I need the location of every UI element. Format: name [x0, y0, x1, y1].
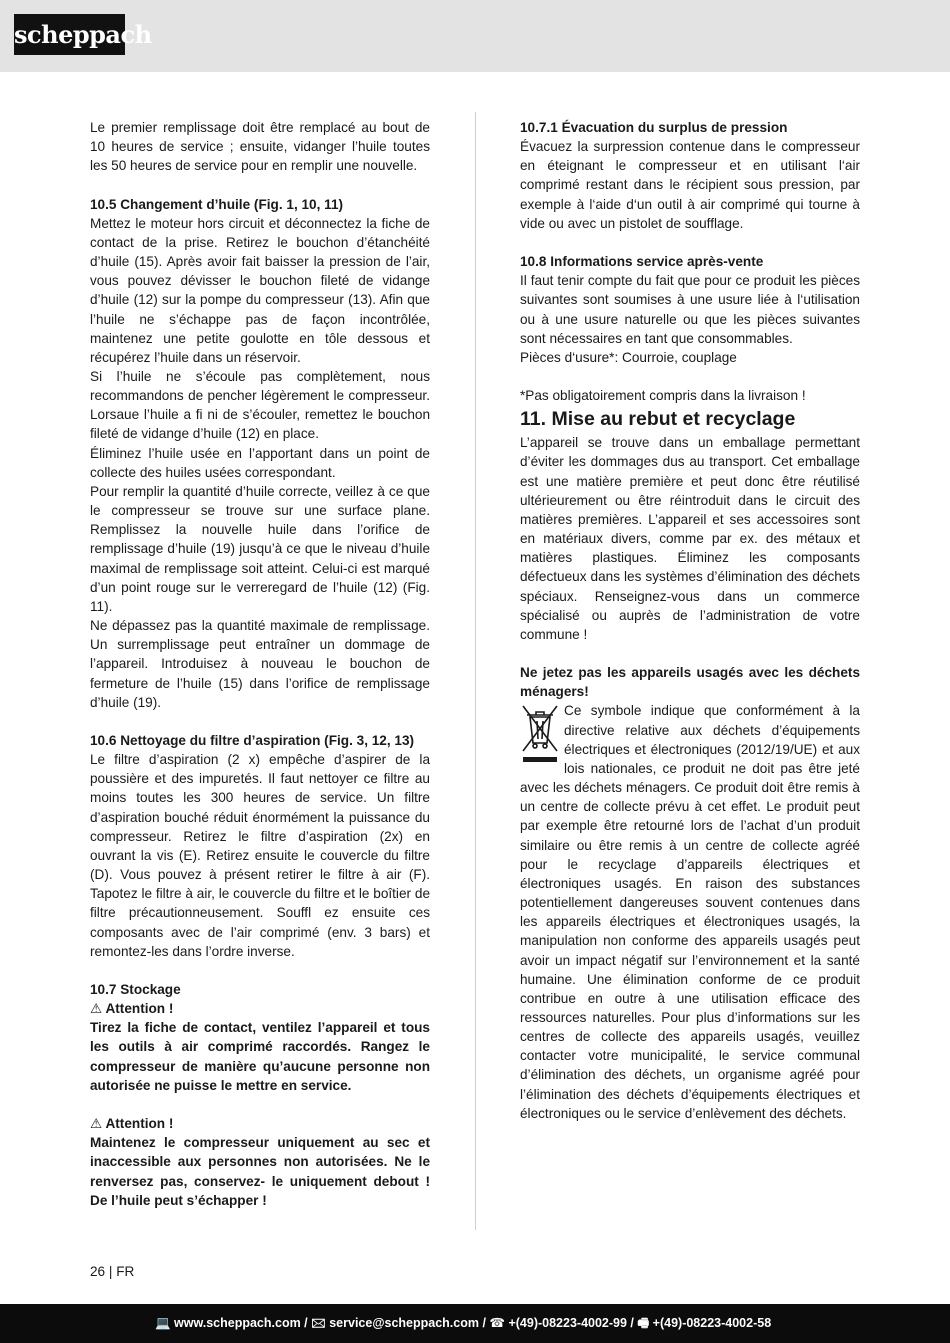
section-10-7-title: 10.7 Stockage	[90, 981, 181, 997]
weee-title: Ne jetez pas les appareils usagés avec les déchets ménagers!	[520, 665, 860, 700]
section-11-title: 11. Mise au rebut et recyclage	[520, 408, 796, 431]
right-column	[520, 118, 860, 1123]
footer-email-link[interactable]: 🖂 service@scheppach.com /	[311, 1316, 486, 1330]
section-10-8-title: 10.8 Informations service après-vente	[520, 254, 764, 270]
crossed-bin-icon	[520, 703, 560, 767]
footer-phone: ☎ +(49)-08223-4002-99 /	[489, 1316, 634, 1330]
attention-label: ⚠ Attention !	[90, 1116, 174, 1132]
section-10-6-paragraph: Le filtre d’aspiration (2 x) empêche d’aspirer de la poussière et des impuretés. Il faut nettoyer ce filtre au moins toutes les 300 heures de service. Un filtre d’aspiration bouché réduit énormément la puissance du compresseur. Retirez le filtre d’aspiration (2x) en ouvrant la vis (E). Retirez ensuite le couvercle du filtre (D). Vous pouvez à présent retirer le filtre à air (F). Tapotez le filtre à air, le couvercle du filtre et le boîtier de filtre précautionneusement. Souffl ez ensuite ces composants avec de l’air comprimé (env. 3 bars) et remontez-les dans l’ordre inverse.	[90, 752, 430, 959]
page-language: FR	[116, 1264, 135, 1279]
section-10-5-paragraph: Éliminez l’huile usée en l’apportant dans un point de collecte des huiles usées correspondant.	[90, 445, 430, 480]
intro-paragraph: Le premier remplissage doit être remplacé au bout de 10 heures de service ; ensuite, vidanger l’huile toutes les 50 heures de service pour en remplir une nouvelle.	[90, 120, 430, 174]
wear-parts-line: Pièces d‘usure*: Courroie, couplage	[520, 349, 737, 365]
weee-paragraph: Ce symbole indique que conformément à la directive relative aux déchets d’équipements électriques et électroniques (2012/19/UE) et aux lois nationales, ce produit ne doit pas être jeté avec les déchets ménagers. Ce produit doit être remis à un centre de collecte prévu à cet effet. Le produit peut par exemple être retourné lors de l’achat d’un produit similaire ou être remis à un centre de collecte agréé pour le recyclage d’appareils électriques et électroniques usagés. En raison des substances potentiellement dangereuses souvent contenues dans les appareils électriques et électroniques usagés, la manipulation non conforme des appareils usagés peut avoir un impact négatif sur l’environnement et la santé humaine. Une élimination conforme de ce produit contribue en outre à une utilisation efficace des ressources naturelles. Pour plus d’informations sur les centres de collecte des appareils usagés, veuillez contacter votre municipalité, le service communal d’élimination des déchets, un organisme agréé pour l’élimination des déchets d’équipements électriques et électroniques ou le service d’enlèvement des déchets.	[520, 703, 860, 1121]
section-10-5-paragraph: Ne dépassez pas la quantité maximale de remplissage. Un surremplissage peut entraîner un dommage de l’appareil. Introduisez à nouveau le bouchon de fermeture de l’huile (15) dans l’orifice de remplissage d’huile (19).	[90, 618, 430, 710]
section-10-5-paragraph: Si l’huile ne s’écoule pas complètement, nous recommandons de pencher légèrement le compresseur. Lorsaue l’huile a fi ni de s’écouler, remettez le bouchon fileté de vidange d’huile (12) en place.	[90, 369, 430, 442]
scheppach-logo: scheppach	[14, 14, 125, 55]
footnote: *Pas obligatoirement compris dans la livraison !	[520, 388, 806, 404]
section-10-8-paragraph: Il faut tenir compte du fait que pour ce produit les pièces suivantes sont soumises à une usure liée à l‘utilisation ou à une usure naturelle ou que les pièces suivantes sont nécessaires en tant que consommables.	[520, 273, 860, 346]
weee-block	[520, 701, 860, 1122]
page-footer	[0, 1304, 950, 1343]
page-header	[0, 0, 950, 72]
footer-website-link[interactable]: 💻 www.scheppach.com /	[155, 1316, 308, 1330]
left-column	[90, 118, 430, 1210]
section-10-7-1-paragraph: Évacuez la surpression contenue dans le compresseur en éteignant le compresseur et en utilisant l‘air comprimé restant dans le récipient sous pression, par exemple à l‘aide d‘un outil à air comprimé qui tourne à vide ou avec un pistolet de soufflage.	[520, 139, 860, 231]
section-10-6-title: 10.6 Nettoyage du filtre d’aspiration (Fig. 3, 12, 13)	[90, 732, 415, 748]
footer-fax: 🖷 +(49)-08223-4002-58	[637, 1316, 772, 1330]
section-10-5-paragraph: Pour remplir la quantité d’huile correcte, veillez à ce que le compresseur se trouve sur une surface plane. Remplissez la nouvelle huile dans l’orifice de remplissage d’huile (19) jusqu’à ce que le niveau d’huile maximal de remplissage soit atteint. Celui-ci est marqué d’un point rouge sur le verreregard de l’huile (12) (Fig. 11).	[90, 483, 430, 614]
page-number	[90, 1264, 134, 1279]
section-10-5-title: 10.5 Changement d’huile (Fig. 1, 10, 11)	[90, 196, 344, 212]
warning-text: Tirez la fiche de contact, ventilez l’appareil et tous les outils à air comprimé raccordés. Rangez le compresseur de manière qu’aucune personne non autorisée ne puisse le mettre en service.	[90, 1020, 430, 1093]
section-11-paragraph: L’appareil se trouve dans un emballage permettant d’éviter les dommages dus au transport. Cet emballage est une matière première et peut donc être réutilisé ultérieurement ou être réintroduit dans le circuit des matières premières. L’appareil et ses accessoires sont en matériaux divers, comme par ex. des métaux et matières plastiques. Éliminez les composants défectueux dans les systèmes d’élimination des déchets spéciaux. Renseignez-vous dans un commerce spécialisé ou auprès de l’administration de votre commune !	[520, 435, 860, 642]
attention-label: ⚠ Attention !	[90, 1001, 174, 1017]
section-10-5-paragraph: Mettez le moteur hors circuit et déconnectez la fiche de contact de la prise. Retirez le bouchon d’étanchéité d’huile (15). Après avoir fait baisser la pression de l’air, vous pouvez dévisser le bouchon fileté de vidange d’huile (12) sur la pompe du compresseur (13). Afin que l’huile ne s’échappe pas de façon incontrôlée, maintenez une petite goulotte en tôle dessous et récupérez l’huile dans un réservoir.	[90, 215, 430, 365]
column-divider	[475, 112, 476, 1230]
page-separator: |	[108, 1264, 113, 1279]
page-number-value: 26	[90, 1264, 106, 1279]
section-10-7-1-title: 10.7.1 Évacuation du surplus de pression	[520, 120, 788, 135]
warning-text: Maintenez le compresseur uniquement au sec et inaccessible aux personnes non autorisées. Ne le renversez pas, conservez- le uniquement debout ! De l’huile peut s’échapper !	[90, 1135, 430, 1208]
